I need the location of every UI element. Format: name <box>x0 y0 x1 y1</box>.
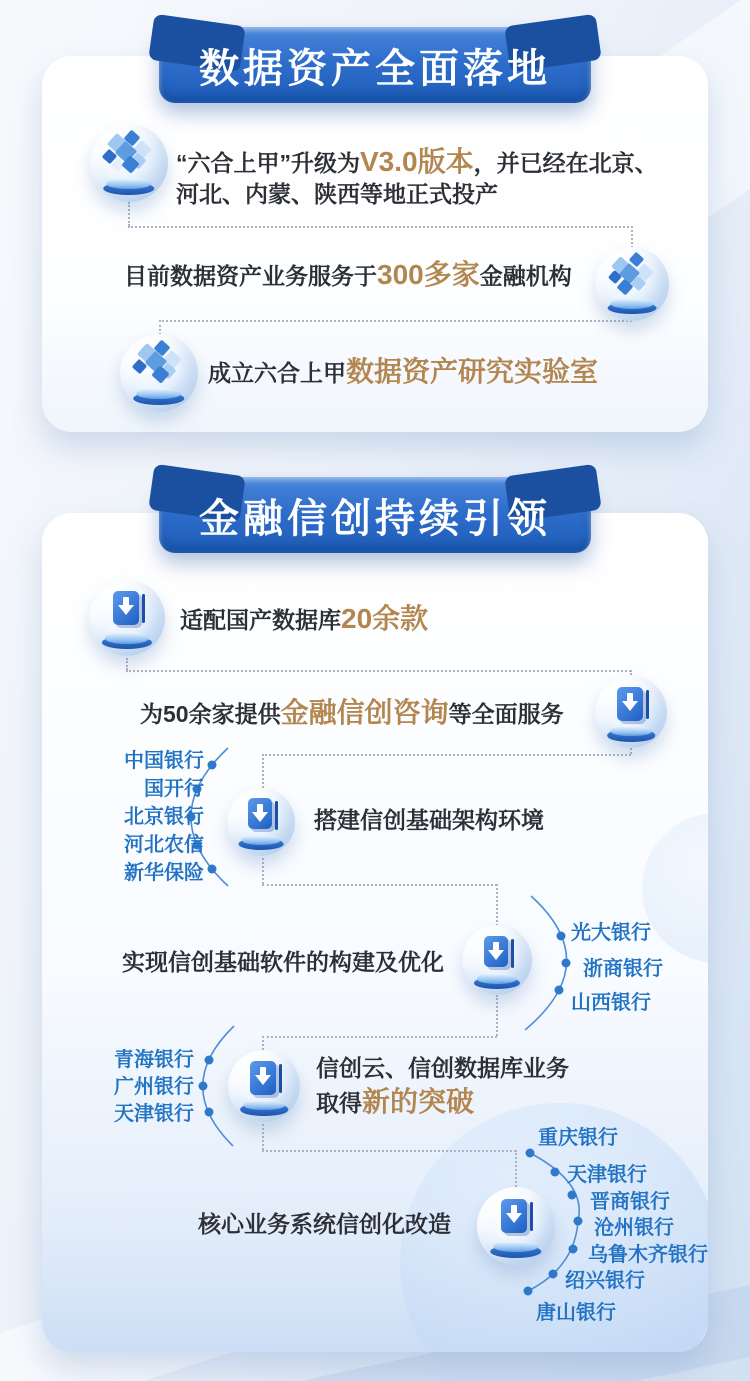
bank-label: 青海银行 <box>114 1049 194 1071</box>
icon-platform <box>474 977 520 989</box>
text-segment: “六合上甲”升级为 <box>176 150 360 176</box>
text-segment: 取得 <box>316 1090 362 1116</box>
dotted-connector <box>262 754 631 756</box>
text-segment: 成立六合上甲 <box>208 360 346 386</box>
bank-label: 新华保险 <box>124 862 204 884</box>
decorative-circle <box>642 813 708 963</box>
download-arrow-head <box>255 1075 271 1085</box>
dotted-connector <box>262 884 497 886</box>
bank-label: 乌鲁木齐银行 <box>588 1244 708 1266</box>
icon-platform <box>239 838 284 850</box>
dotted-connector <box>262 1036 497 1038</box>
text-segment: 等全面服务 <box>448 701 564 727</box>
gold-highlight: V3.0版本 <box>360 146 474 177</box>
dotted-connector <box>159 320 161 335</box>
dotted-connector <box>128 226 633 228</box>
text-segment: 河北、内蒙、陕西等地正式投产 <box>176 181 498 207</box>
dotted-connector <box>126 670 631 672</box>
icon-platform <box>133 392 184 405</box>
bank-label: 河北农信 <box>124 834 204 856</box>
download-arrow-head <box>252 812 268 822</box>
door-panel <box>501 1199 527 1233</box>
banner-title: 金融信创持续引领 <box>199 496 551 541</box>
icon-platform <box>490 1245 541 1258</box>
ribbon-banner-data-assets <box>159 27 591 103</box>
download-arrow-head <box>506 1213 522 1223</box>
item-text <box>180 602 428 637</box>
door-panel <box>248 798 272 829</box>
text-segment: 为50余家提供 <box>140 701 281 727</box>
bank-label: 天津银行 <box>114 1103 194 1125</box>
item-text <box>314 806 544 834</box>
item-text <box>122 948 444 976</box>
data-cubes-icon <box>595 247 669 321</box>
text-segment: 目前数据资产业务服务于 <box>124 263 377 289</box>
bank-list-left <box>56 747 204 887</box>
gold-highlight: 300多家 <box>377 259 480 290</box>
bank-label: 北京银行 <box>124 806 204 828</box>
item-text <box>198 1210 451 1238</box>
database-door-download-icon <box>227 788 295 856</box>
icon-platform <box>608 302 657 315</box>
database-door-download-icon <box>477 1187 555 1265</box>
database-door-download-icon <box>595 676 667 748</box>
text-segment: 实现信创基础软件的构建及优化 <box>122 949 444 975</box>
item-text <box>140 696 564 731</box>
ribbon-banner-fintech-xc <box>159 477 591 553</box>
bank-label: 浙商银行 <box>583 958 663 980</box>
bank-label: 重庆银行 <box>538 1127 618 1149</box>
dotted-connector <box>128 202 130 226</box>
download-arrow-head <box>622 701 638 711</box>
bank-label: 广州银行 <box>114 1076 194 1098</box>
text-segment: 搭建信创基础架构环境 <box>314 807 544 833</box>
text-segment: ，并已经在北京、 <box>473 150 658 176</box>
icon-platform <box>103 182 154 195</box>
bank-label: 国开行 <box>144 778 204 800</box>
door-panel <box>250 1061 276 1095</box>
door-panel <box>113 591 139 625</box>
database-door-download-icon <box>89 580 165 656</box>
item-text <box>176 146 658 210</box>
data-cubes-icon <box>90 124 168 202</box>
bank-label: 天津银行 <box>567 1164 647 1186</box>
database-door-download-icon <box>462 925 532 995</box>
dotted-connector <box>126 658 128 670</box>
dotted-connector <box>631 226 633 248</box>
bank-label: 山西银行 <box>571 992 651 1014</box>
gold-highlight: 新的突破 <box>362 1086 475 1117</box>
gold-highlight: 数据资产研究实验室 <box>346 356 599 387</box>
bank-label: 唐山银行 <box>536 1302 616 1324</box>
door-panel <box>484 936 508 967</box>
text-segment: 适配国产数据库 <box>180 607 341 633</box>
bank-label: 中国银行 <box>124 750 204 772</box>
bank-label: 绍兴银行 <box>565 1270 645 1292</box>
gold-highlight: 20余款 <box>341 603 429 634</box>
text-segment: 金融机构 <box>479 263 572 289</box>
download-arrow-head <box>118 605 134 615</box>
item-text <box>316 1052 569 1120</box>
bank-label: 沧州银行 <box>594 1217 674 1239</box>
bank-list-left <box>60 1047 194 1128</box>
bank-label: 光大银行 <box>571 922 651 944</box>
data-cubes-icon <box>120 334 198 412</box>
text-segment: 核心业务系统信创化改造 <box>198 1211 451 1237</box>
door-panel <box>617 687 643 721</box>
icon-platform <box>240 1103 288 1115</box>
download-arrow-head <box>488 950 504 960</box>
database-door-download-icon <box>228 1050 300 1122</box>
icon-platform <box>607 729 655 741</box>
item-text <box>124 258 572 293</box>
text-segment: 信创云、信创数据库业务 <box>316 1055 569 1081</box>
icon-platform <box>102 636 152 649</box>
banner-title: 数据资产全面落地 <box>199 46 551 91</box>
gold-highlight: 金融信创咨询 <box>280 697 449 728</box>
bank-label: 晋商银行 <box>590 1191 670 1213</box>
dotted-connector <box>159 320 632 322</box>
item-text <box>208 355 598 390</box>
